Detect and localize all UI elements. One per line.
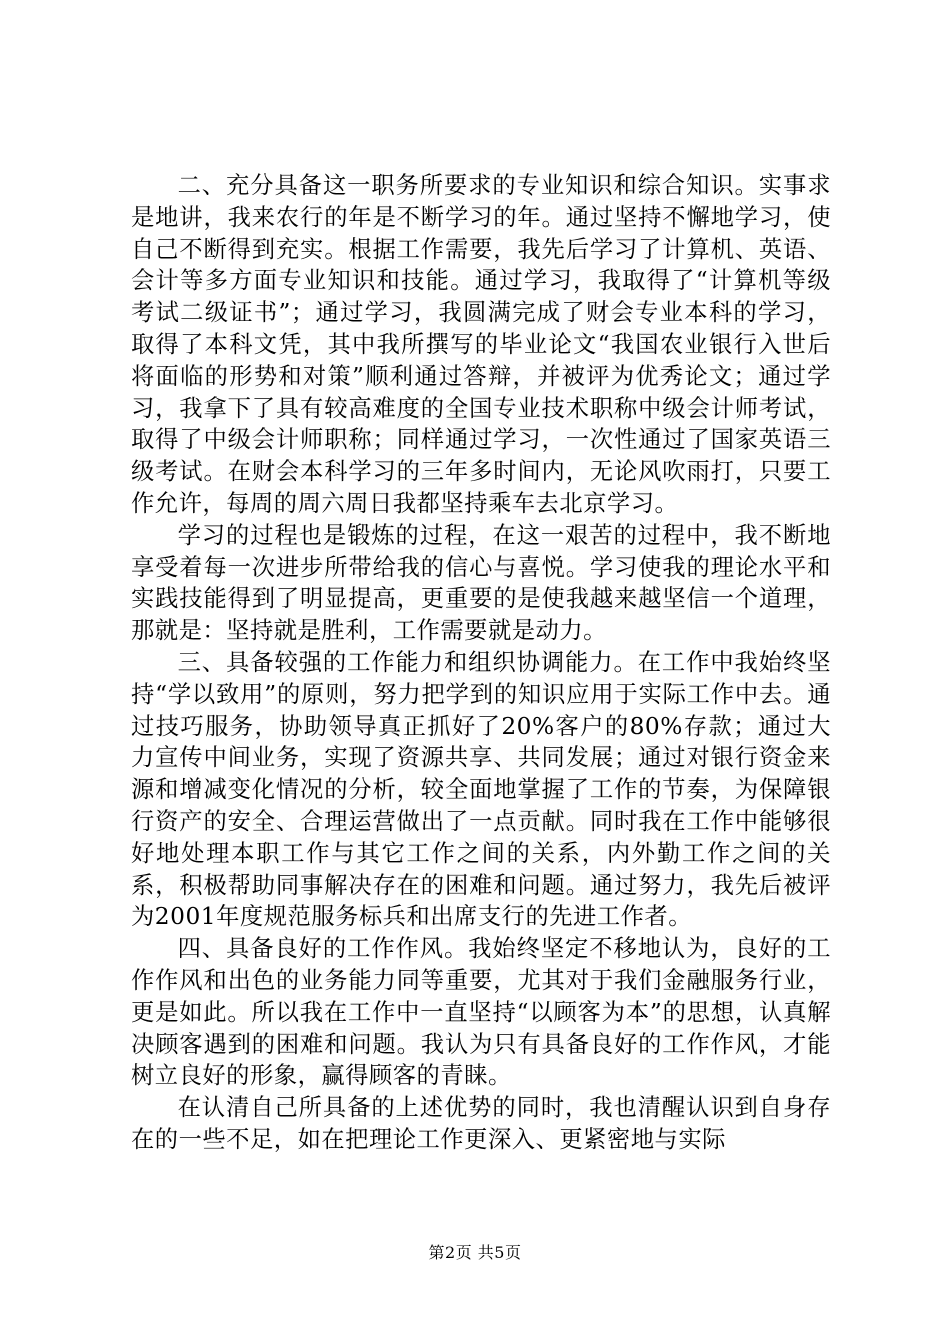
paragraph-professional-knowledge: 二、充分具备这一职务所要求的专业知识和综合知识。实事求是地讲，我来农行的年是不断学习的年。通过坚持不懈地学习，使自己不断得到充实。根据工作需要，我先后学习了计算机、英语、会计等多方面专业知识和技能。通过学习，我取得了“计算机等级考试二级证书”；通过学习，我圆满完成了财会专业本科的学习，取得了本科文凭，其中我所撰写的毕业论文“我国农业银行入世后将面临的形势和对策”顺利通过答辩，并被评为优秀论文；通过学习，我拿下了具有较高难度的全国专业技术职称中级会计师考试，取得了中级会计师职称；同样通过学习，一次性通过了国家英语三级考试。在财会本科学习的三年多时间内，无论风吹雨打，只要工作允许，每周的周六周日我都坚持乘车去北京学习。 — [131, 172, 831, 517]
paragraph-work-ability: 三、具备较强的工作能力和组织协调能力。在工作中我始终坚持“学以致用”的原则，努力把学到的知识应用于实际工作中去。通过技巧服务，协助领导真正抓好了20%客户的80%存款；通过大力宣传中间业务，实现了资源共享、共同发展；通过对银行资金来源和增减变化情况的分析，较全面地掌握了工作的节奏，为保障银行资产的安全、合理运营做出了一点贡献。同时我在工作中能够很好地处理本职工作与其它工作之间的关系，内外勤工作之间的关系，积极帮助同事解决存在的困难和问题。通过努力，我先后被评为2001年度规范服务标兵和出席支行的先进工作者。 — [131, 648, 831, 931]
paragraph-learning-process: 学习的过程也是锻炼的过程，在这一艰苦的过程中，我不断地享受着每一次进步所带给我的信心与喜悦。学习使我的理论水平和实践技能得到了明显提高，更重要的是使我越来越坚信一个道理，那就是：坚持就是胜利，工作需要就是动力。 — [131, 521, 831, 645]
page-number-footer: 第2页 共5页 — [428, 1243, 522, 1262]
paragraph-shortcomings: 在认清自己所具备的上述优势的同时，我也清醒认识到自身存在的一些不足，如在把理论工作更深入、更紧密地与实际 — [131, 1094, 831, 1153]
paragraph-work-style: 四、具备良好的工作作风。我始终坚定不移地认为，良好的工作作风和出色的业务能力同等重要，尤其对于我们金融服务行业，更是如此。所以我在工作中一直坚持“以顾客为本”的思想，认真解决顾客遇到的困难和问题。我认为只有具备良好的工作作风，才能树立良好的形象，赢得顾客的青睐。 — [131, 935, 831, 1090]
document-body — [131, 170, 831, 1156]
